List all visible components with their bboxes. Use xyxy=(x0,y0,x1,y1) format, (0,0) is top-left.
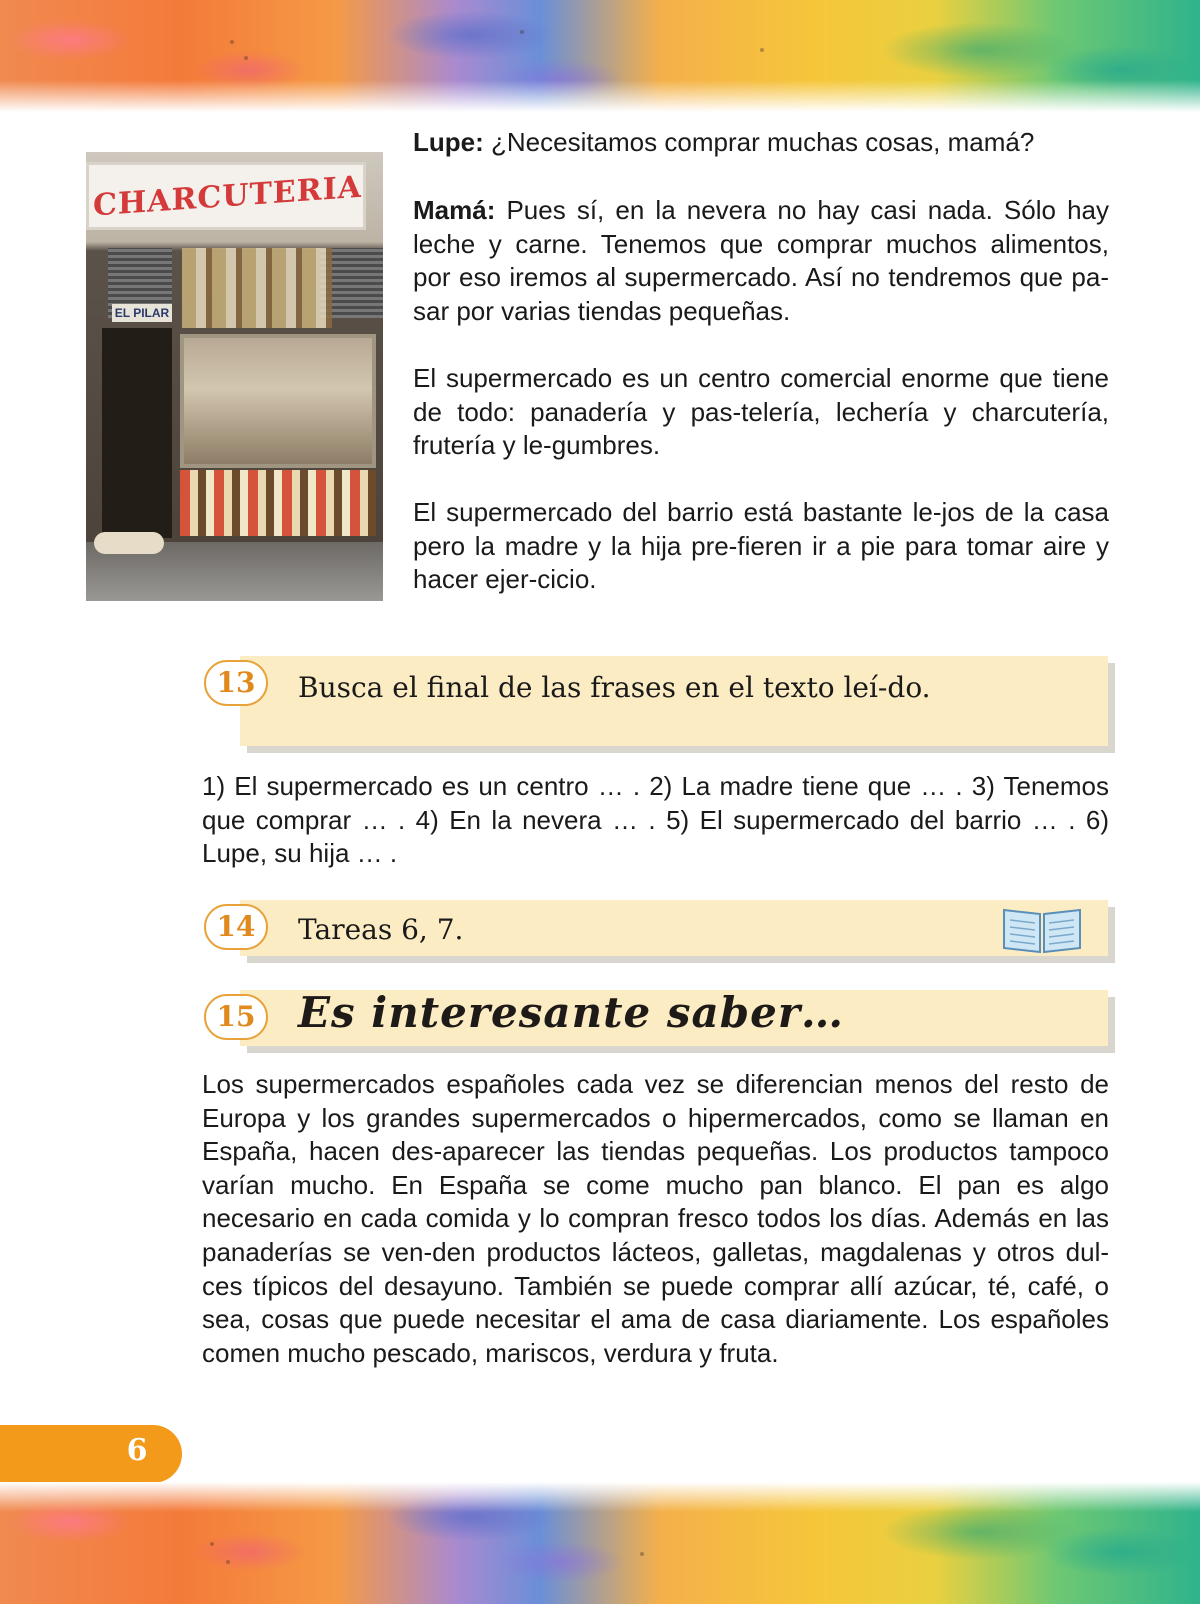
shop-sign-text: CHARCUTERIA xyxy=(93,169,362,224)
exercise-14-instruction: Tareas 6, 7. xyxy=(298,913,464,946)
dialogue-mama xyxy=(413,194,1109,328)
charcuteria-photo xyxy=(86,152,383,601)
speaker-lupe: Lupe: xyxy=(413,127,484,157)
exercise-14-number: 14 xyxy=(204,904,268,950)
page-number: 6 xyxy=(126,1433,148,1468)
bottom-decorative-banner xyxy=(0,1482,1200,1604)
exercise-13-number: 13 xyxy=(204,660,268,706)
paragraph-supermercado: El supermercado es un centro comercial enorme que tiene de todo: panadería y pas-telería, lechería y charcutería, frutería y le-gumbres. xyxy=(413,363,1109,461)
speaker-mama: Mamá: xyxy=(413,195,496,225)
page-number-tab xyxy=(0,1425,182,1483)
small-shop-sign: EL PILAR xyxy=(112,304,172,322)
dialogue-lupe xyxy=(413,126,1109,160)
lupe-line: ¿Necesitamos comprar muchas cosas, mamá? xyxy=(483,127,1035,157)
book-icon xyxy=(1002,906,1082,954)
exercise-15-number: 15 xyxy=(204,994,268,1040)
exercise-15-text: Los supermercados españoles cada vez se diferencian menos del resto de Europa y los grandes supermercados o hipermercados, como se llaman en España, hacen des-aparecer las tiendas pequeñas. Los productos tampoco varían mucho. En España se come mucho pan blanco. El pan es algo necesario en cada comida y lo compran fresco todos los días. Además en las panaderías se ven-den productos lácteos, galletas, magdalenas y otros dul-ces típicos del desayuno. También se puede comprar allí azúcar, té, café, o sea, cosas que puede necesitar el ama de casa diariamente. Los españoles comen mucho pescado, mariscos, verdura y fruta. xyxy=(202,1069,1109,1368)
exercise-15-heading: Es interesante saber… xyxy=(298,988,844,1037)
exercise-13-items: 1) El supermercado es un centro … . 2) La madre tiene que … . 3) Tenemos que comprar … . 4) En la nevera … . 5) El supermercado del barrio … . 6) Lupe, su hija … . xyxy=(202,771,1109,869)
paragraph-barrio: El supermercado del barrio está bastante le-jos de la casa pero la madre y la hija pre-fieren ir a pie para tomar aire y hacer ejer-cicio. xyxy=(413,497,1109,595)
exercise-13-instruction: Busca el final de las frases en el texto leí-do. xyxy=(298,671,931,704)
shop-sign xyxy=(86,162,366,230)
top-decorative-banner xyxy=(0,0,1200,112)
mama-line: Pues sí, en la nevera no hay casi nada. Sólo hay leche y carne. Tenemos que comprar muchos alimentos, por eso iremos al supermercado. Así no tendremos que pa-sar por varias tiendas pequeñas. xyxy=(413,195,1109,326)
